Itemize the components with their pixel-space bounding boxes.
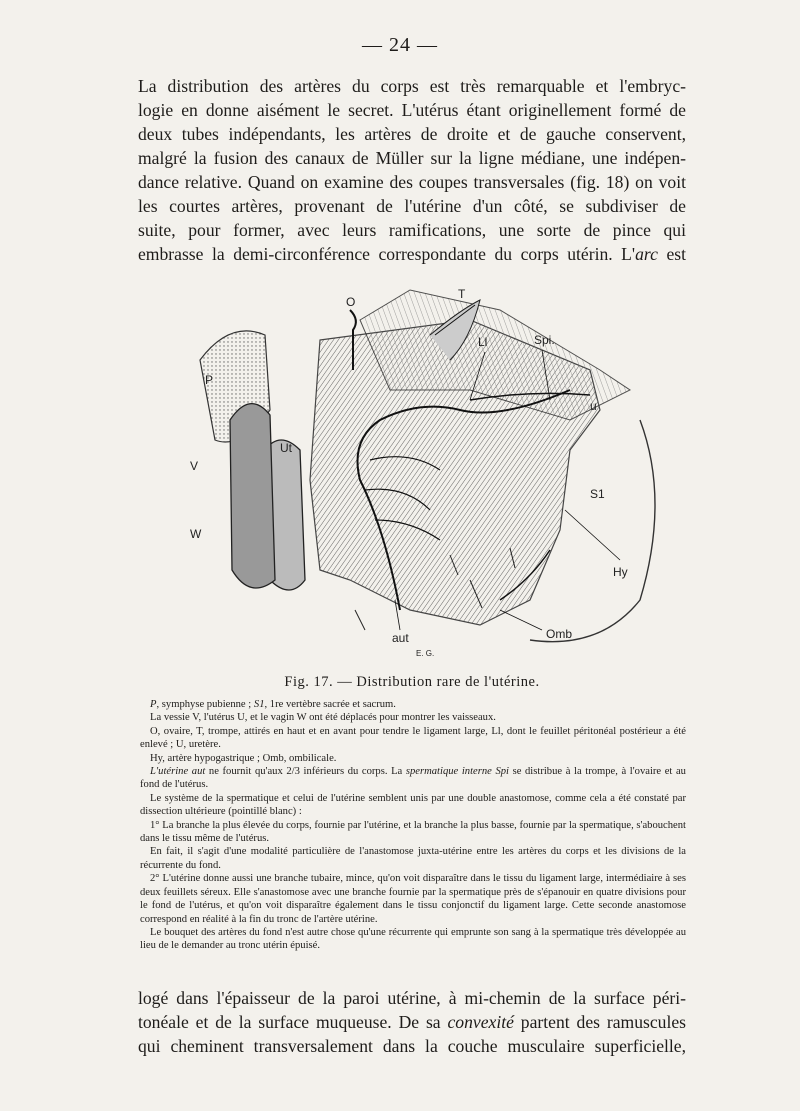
text-line: qui cheminent transversalement dans la couche musculaire superficielle, bbox=[138, 1036, 686, 1056]
legend-term: S1 bbox=[253, 699, 265, 710]
legend-line: O, ovaire, T, trompe, attirés en haut et en avant pour tendre le ligament large, Ll, dont le feuillet péritonéal postérieur a été enlevé ; U, uretère. bbox=[140, 725, 686, 751]
text-line bbox=[138, 242, 686, 266]
label-o: O bbox=[346, 295, 356, 309]
page-number: — 24 — bbox=[362, 34, 438, 56]
label-pointer bbox=[500, 610, 542, 630]
text-line: dance relative. Quand on examine des coupes transversales (fig. 18) on voit bbox=[138, 172, 686, 192]
legend-text: , symphyse pubienne ; bbox=[156, 699, 254, 710]
line-text: tonéale et de la surface muqueuse. De sa bbox=[138, 1012, 448, 1032]
italic-term: convexité bbox=[447, 1012, 514, 1032]
text-line: La distribution des artères du corps est très remarquable et l'embryc- bbox=[138, 76, 686, 96]
legend-line: La vessie V, l'utérus U, et le vagin W ont été déplacés pour montrer les vaisseaux. bbox=[150, 712, 496, 724]
figure-caption: Fig. 17. — Distribution rare de l'utérine. bbox=[284, 674, 540, 690]
legend-term: P bbox=[150, 699, 157, 710]
label-t: T bbox=[458, 287, 466, 301]
legend-line bbox=[140, 765, 686, 792]
legend-line: En fait, il s'agit d'une modalité particulière de l'anastomose juxta-utérine entre les artères du corps et les divisions de la récurrente du fond. bbox=[140, 846, 686, 871]
text-line: malgré la fusion des canaux de Müller sur la ligne médiane, une indépen- bbox=[138, 148, 686, 168]
italic-term: arc bbox=[635, 244, 658, 264]
legend-line: Hy, artère hypogastrique ; Omb, ombilicale. bbox=[150, 752, 337, 764]
label-u: u bbox=[590, 399, 597, 413]
text-line: logé dans l'épaisseur de la paroi utérine, à mi-chemin de la surface péri- bbox=[138, 988, 686, 1008]
legend-line bbox=[140, 698, 686, 711]
text-line: deux tubes indépendants, les artères de droite et de gauche conservent, bbox=[138, 124, 686, 144]
label-p: P bbox=[205, 373, 214, 387]
legend-line: 1° La branche la plus élevée du corps, fournie par l'utérine, et la branche la plus basse, fournie par la spermatique, s'abouchent dans le tissu même de l'utérus. bbox=[140, 819, 686, 845]
legend-text: se distribue à la trompe, à l'ovaire et au fond de l'utérus. bbox=[140, 766, 686, 791]
line-text: embrasse la demi-circonférence correspondante du corps utérin. L' bbox=[138, 244, 636, 264]
text-line: suite, pour former, avec leurs ramifications, une sorte de pince qui bbox=[138, 220, 686, 240]
text-line: les courtes artères, provenant de l'utérine d'un côté, se subdiviser de bbox=[138, 196, 686, 216]
label-ll: Ll bbox=[478, 335, 488, 349]
top-paragraph bbox=[138, 74, 686, 266]
line-text: partent des ramuscules bbox=[513, 1012, 686, 1032]
legend-line: Le bouquet des artères du fond n'est autre chose qu'une récurrente qui emprunte son sang à la spermatique très développée au lieu de le demander au tronc utérin épuisé. bbox=[140, 926, 686, 952]
engraver-signature: E. G. bbox=[416, 649, 435, 658]
legend-line: 2° L'utérine donne aussi une branche tubaire, mince, qu'on voit disparaître dans le tissu du ligament large, intermédiaire à ses deux feuillets séreux. Elle s'anastomose avec une branche fournie par la spermatique près de s'épanouir en quatre divisions pour le fond de l'utérus, et qu'on voit disparaître également dans le tissu conjonctif du ligament large. Cette seconde anastomose correspond en réalité à la fin du tronc de l'artère utérine. bbox=[140, 873, 686, 925]
legend-text: , 1re vertèbre sacrée et sacrum. bbox=[264, 699, 396, 710]
legend-term: L'utérine aut bbox=[150, 766, 206, 778]
label-omb: Omb bbox=[546, 627, 573, 641]
label-spi: Spi. bbox=[534, 333, 555, 347]
label-hy: Hy bbox=[613, 565, 628, 579]
label-pointer bbox=[565, 510, 620, 560]
label-v: V bbox=[190, 459, 199, 473]
label-s1: S1 bbox=[590, 487, 605, 501]
fringe-line bbox=[355, 610, 365, 630]
bottom-paragraph bbox=[138, 986, 686, 1058]
figure-legend bbox=[140, 698, 686, 953]
text-line: logie en donne aisément le secret. L'utérus étant originellement formé de bbox=[138, 100, 686, 120]
line-end: est bbox=[657, 244, 686, 264]
text-line bbox=[138, 1010, 686, 1034]
label-ut: Ut bbox=[280, 441, 292, 455]
legend-text: ne fournit qu'aux 2/3 inférieurs du corps. La bbox=[205, 766, 406, 778]
label-aut: aut bbox=[392, 631, 409, 645]
label-w: W bbox=[190, 527, 202, 541]
vagina-shape bbox=[230, 404, 275, 588]
legend-term: spermatique interne Spi bbox=[405, 766, 509, 778]
legend-line: Le système de la spermatique et celui de l'utérine semblent unis par une double anastomose, comme cela a été constaté par dissection ultérieure (pointillé blanc) : bbox=[140, 792, 686, 818]
uterus-artery-illustration bbox=[170, 280, 670, 670]
anatomical-figure bbox=[170, 280, 670, 670]
